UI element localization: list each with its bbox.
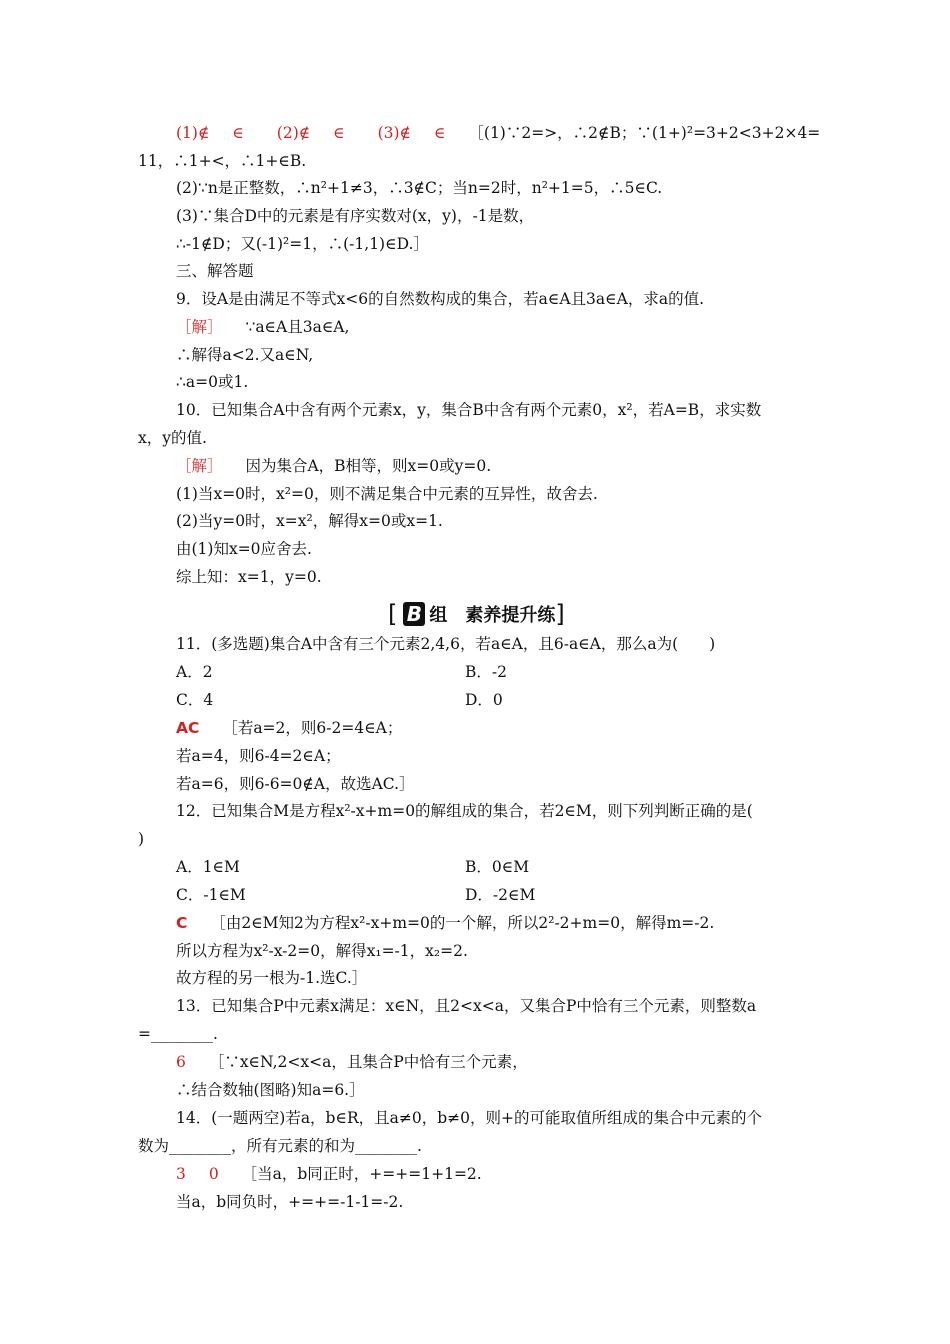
answer-2a: (2)∉ xyxy=(276,124,311,142)
solution-line: 若a=4，则6-4=2∈A； xyxy=(176,747,341,765)
solution-line: 当a，b同负时，+=+=-1-1=-2. xyxy=(176,1193,404,1211)
option-a: A．2 xyxy=(176,663,213,681)
answer-line-8 xyxy=(176,122,820,144)
solution-12-line xyxy=(176,912,714,934)
question-9: 9．设A是由满足不等式x<6的自然数构成的集合，若a∈A且3a∈A，求a的值. xyxy=(176,290,704,308)
section-heading: 三、解答题 xyxy=(176,262,254,280)
question-13-cont: =________. xyxy=(138,1025,218,1043)
solution-line: ∴结合数轴(图略)知a=6.］ xyxy=(176,1081,365,1099)
solution-9-line xyxy=(176,316,349,338)
solution-line: (1)当x=0时，x²=0，则不满足集合中元素的互异性，故舍去. xyxy=(176,485,598,503)
solution-line: 故方程的另一根为-1.选C.］ xyxy=(176,969,368,987)
answer-1b: ∈ xyxy=(232,124,244,142)
option-d: D．0 xyxy=(465,691,503,709)
solution-line: 11，∴1+<，∴1+∈B. xyxy=(138,152,307,170)
answer-14a: 3 xyxy=(176,1165,186,1183)
solution-text: 因为集合A，B相等，则x=0或y=0. xyxy=(245,457,492,475)
solution-text: ［(1)∵2=>，∴2∉B；∵(1+)²=3+2<3+2×4= xyxy=(468,124,821,142)
option-a: A．1∈M xyxy=(176,858,240,876)
solution-tag: ［解］ xyxy=(176,457,223,475)
solution-line: (3)∵集合D中的元素是有序实数对(x，y)，-1是数， xyxy=(176,207,535,225)
section-banner xyxy=(388,600,565,628)
answer-11: AC xyxy=(176,719,200,737)
banner-b-icon: B xyxy=(403,602,425,626)
question-12: 12．已知集合M是方程x²-x+m=0的解组成的集合，若2∈M，则下列判断正确的是( xyxy=(176,802,753,820)
answer-3b: ∈ xyxy=(433,124,446,142)
solution-line: ∴解得a<2.又a∈N, xyxy=(176,346,314,364)
solution-text: ［∵x∈N,2<x<a，且集合P中恰有三个元素， xyxy=(208,1053,528,1071)
question-13: 13．已知集合P中元素x满足：x∈N，且2<x<a，又集合P中恰有三个元素，则整数a xyxy=(176,997,757,1015)
solution-line: 综上知：x=1，y=0. xyxy=(176,568,322,586)
solution-text: ［当a，b同正时，+=+=1+1=2. xyxy=(241,1165,482,1183)
solution-line: (2)当y=0时，x=x²，解得x=0或x=1. xyxy=(176,512,443,530)
answer-2b: ∈ xyxy=(333,124,345,142)
answer-1a: (1)∉ xyxy=(176,124,210,142)
solution-11-line xyxy=(176,717,402,739)
solution-13-line xyxy=(176,1051,528,1073)
solution-line: 若a=6，则6-6=0∉A，故选AC.］ xyxy=(176,775,415,793)
answer-12: C xyxy=(176,914,188,932)
option-b: B．0∈M xyxy=(465,858,530,876)
solution-text: ∵a∈A且3a∈A, xyxy=(245,318,350,336)
answer-14b: 0 xyxy=(208,1165,219,1183)
banner-open-bracket: [ xyxy=(388,600,398,628)
question-14: 14．(一题两空)若a，b∈R，且a≠0，b≠0，则+的可能取值所组成的集合中元素的个 xyxy=(176,1109,762,1127)
solution-line: ∴a=0或1. xyxy=(176,373,249,391)
solution-line: (2)∵n是正整数，∴n²+1≠3，∴3∉C；当n=2时，n²+1=5，∴5∈C. xyxy=(176,179,663,197)
question-10-cont: x，y的值. xyxy=(138,429,207,447)
option-c: C．4 xyxy=(176,691,214,709)
question-10: 10．已知集合A中含有两个元素x，y，集合B中含有两个元素0，x²，若A=B，求实数 xyxy=(176,401,762,419)
solution-14-line xyxy=(176,1163,482,1185)
option-b: B．-2 xyxy=(465,663,507,681)
banner-title: 组 素养提升练 xyxy=(429,605,556,626)
option-c: C．-1∈M xyxy=(176,886,246,904)
solution-tag: ［解］ xyxy=(176,318,223,336)
question-11: 11．(多选题)集合A中含有三个元素2,4,6，若a∈A，且6-a∈A，那么a为( ) xyxy=(176,635,716,653)
banner-close-bracket: ] xyxy=(555,600,565,628)
solution-line: ∴-1∉D；又(-1)²=1，∴(-1,1)∈D.］ xyxy=(176,235,429,253)
option-d: D．-2∈M xyxy=(465,886,536,904)
solution-text: ［若a=2，则6-2=4∈A； xyxy=(222,719,403,737)
solution-line: 所以方程为x²-x-2=0，解得x₁=-1，x₂=2. xyxy=(176,942,468,960)
question-12-cont: ) xyxy=(138,830,145,848)
solution-line: 由(1)知x=0应舍去. xyxy=(176,540,312,558)
solution-10-line xyxy=(176,455,491,477)
solution-text: ［由2∈M知2为方程x²-x+m=0的一个解，所以2²-2+m=0，解得m=-2. xyxy=(210,914,715,932)
question-14-cont: 数为________，所有元素的和为________. xyxy=(138,1137,422,1155)
answer-13: 6 xyxy=(176,1053,186,1071)
answer-3a: (3)∉ xyxy=(377,124,412,142)
